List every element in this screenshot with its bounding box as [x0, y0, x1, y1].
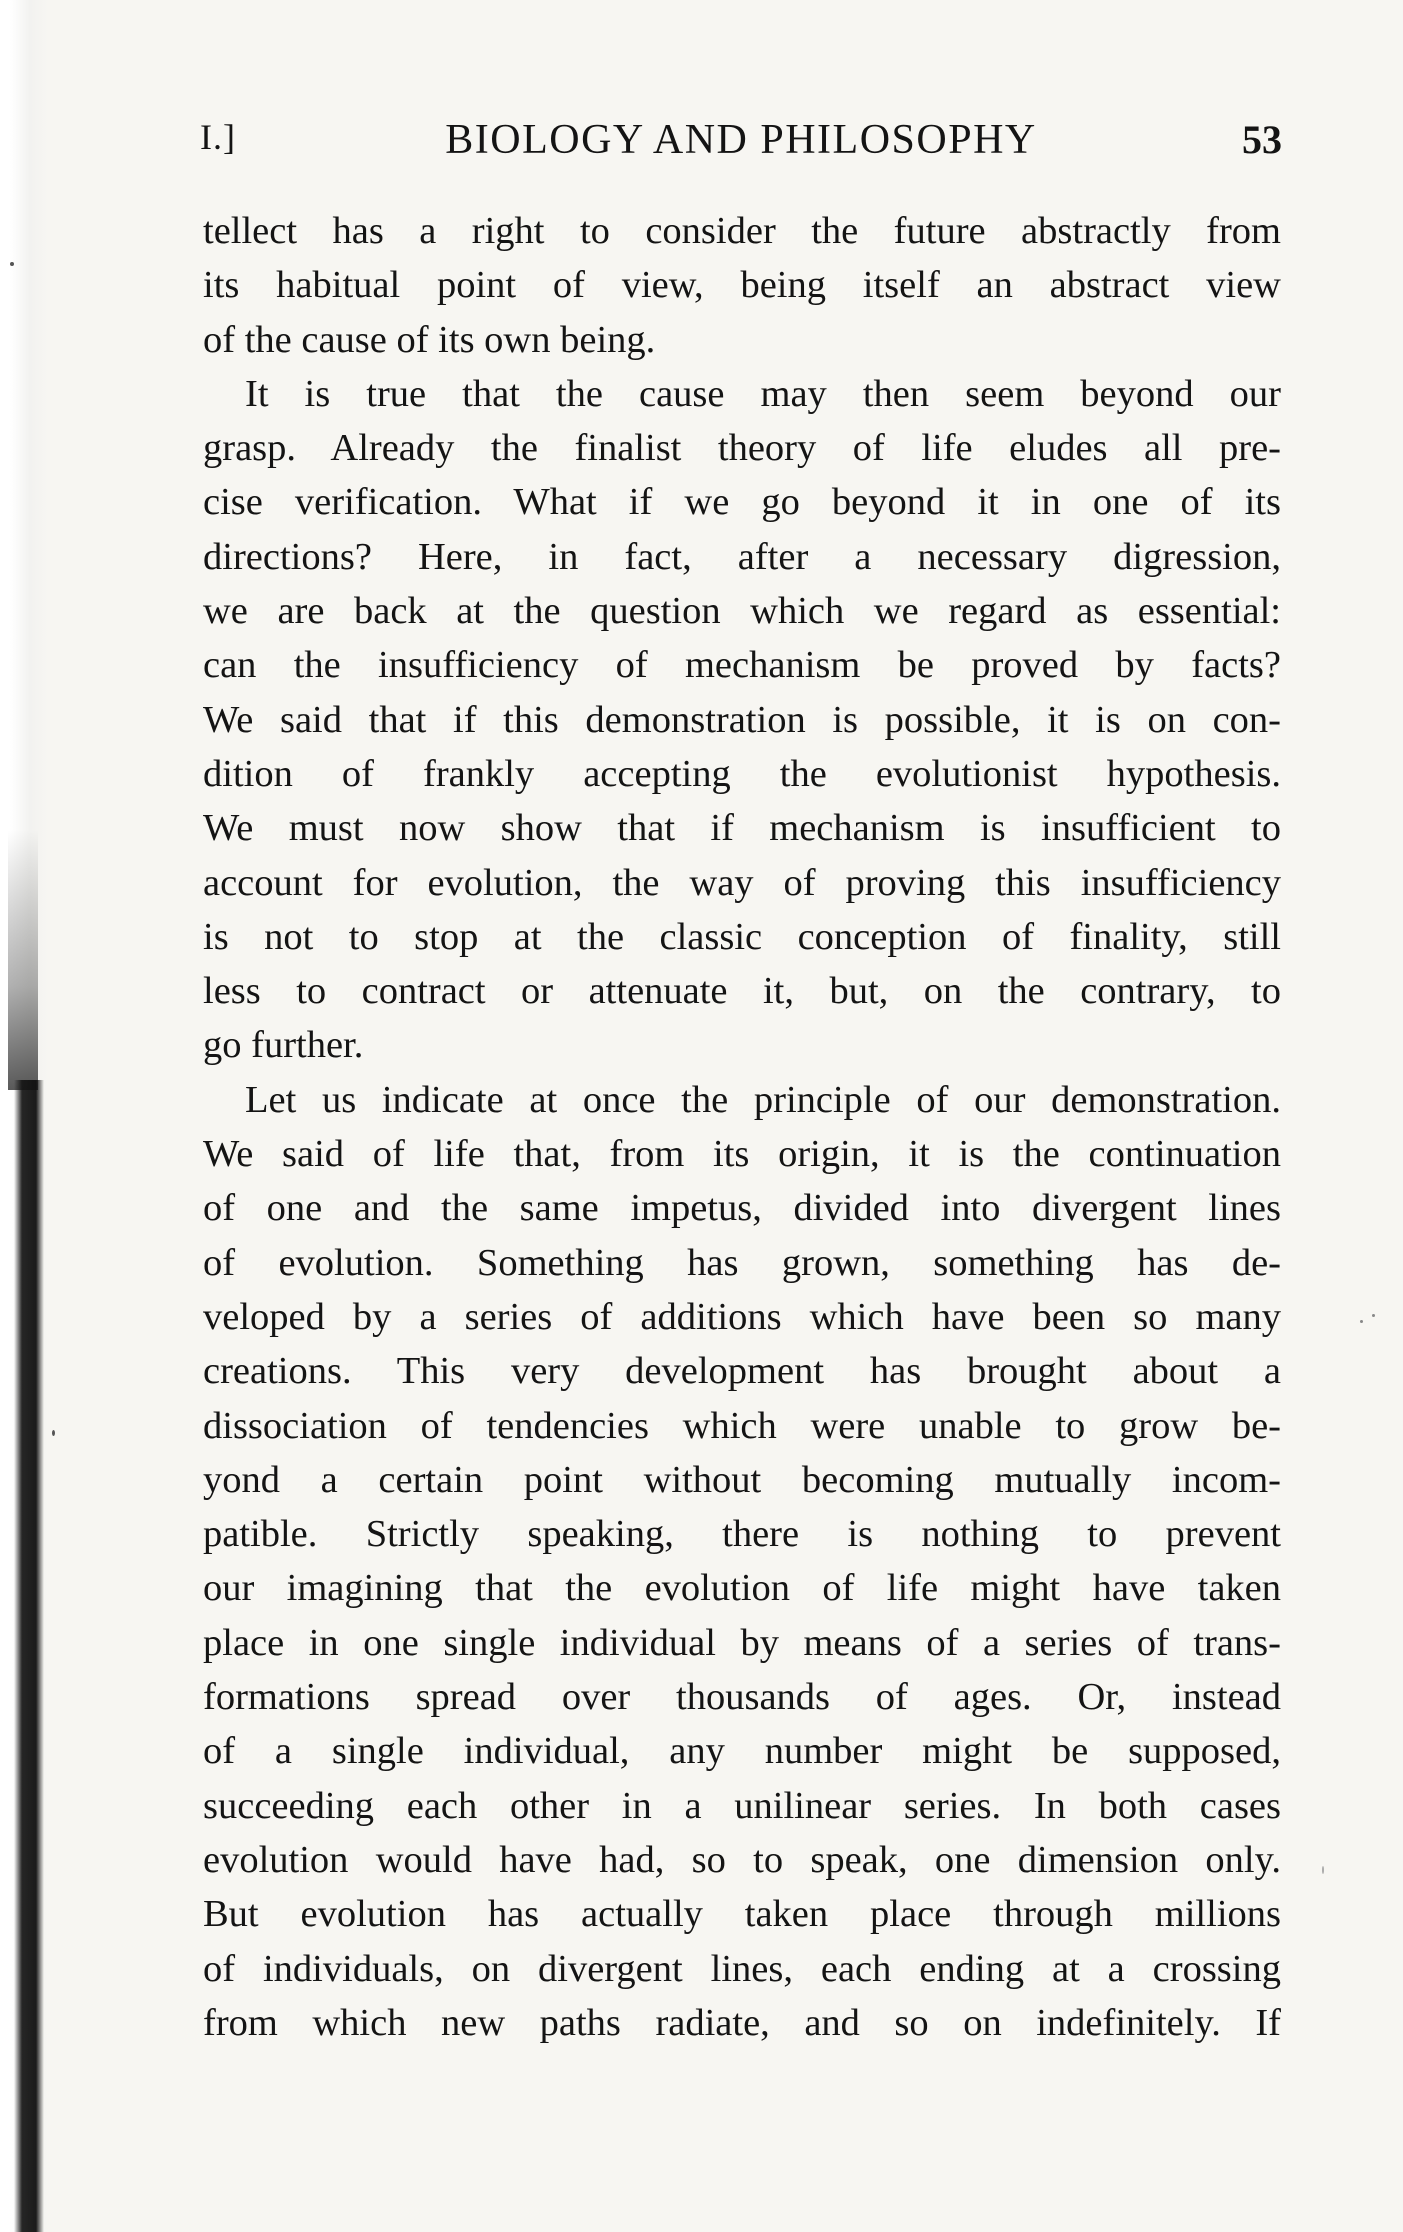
text-line: of evolution. Something has grown, something has de-	[203, 1241, 1281, 1284]
text-line: can the insufficiency of mechanism be proved by facts?	[203, 644, 1281, 687]
text-line: account for evolution, the way of proving this insufficiency	[203, 861, 1281, 904]
text-line: We said of life that, from its origin, it is the continuation	[203, 1133, 1281, 1176]
scan-speck	[10, 262, 14, 266]
text-line: of the cause of its own being.	[203, 318, 656, 361]
text-line: tellect has a right to consider the future abstractly from	[203, 210, 1281, 252]
scan-speck	[52, 1430, 55, 1436]
running-title: BIOLOGY AND PHILOSOPHY	[445, 117, 1037, 163]
text-line: yond a certain point without becoming mutually incom-	[203, 1458, 1281, 1501]
text-line: of individuals, on divergent lines, each ending at a crossing	[203, 1947, 1281, 1990]
text-line: patible. Strictly speaking, there is nothing to prevent	[203, 1513, 1281, 1556]
running-header	[200, 116, 1282, 176]
text-line: evolution would have had, so to speak, one dimension only.	[203, 1838, 1281, 1881]
text-line: creations. This very development has brought about a	[203, 1350, 1281, 1393]
body-text	[203, 204, 1281, 2050]
text-line: go further.	[203, 1024, 364, 1067]
binding-fade	[8, 830, 38, 1090]
text-line: veloped by a series of additions which have been so many	[203, 1295, 1281, 1338]
text-line: But evolution has actually taken place through millions	[203, 1893, 1281, 1936]
text-line: its habitual point of view, being itself an abstract view	[203, 264, 1281, 307]
scan-speck	[1360, 1320, 1363, 1323]
text-line: cise verification. What if we go beyond it in one of its	[203, 481, 1281, 524]
text-line: of one and the same impetus, divided into divergent lines	[203, 1187, 1281, 1230]
text-line: from which new paths radiate, and so on indefinitely. If	[203, 2001, 1281, 2044]
text-line: directions? Here, in fact, after a necessary digression,	[203, 535, 1281, 578]
text-line: dition of frankly accepting the evolutionist hypothesis.	[203, 752, 1281, 795]
text-line: formations spread over thousands of ages. Or, instead	[203, 1676, 1281, 1719]
scan-speck	[1322, 1866, 1324, 1874]
text-line: We said that if this demonstration is possible, it is on con-	[203, 698, 1281, 741]
text-line: It is true that the cause may then seem beyond our	[245, 372, 1281, 415]
scan-speck	[1372, 1314, 1375, 1317]
text-line: is not to stop at the classic conception of finality, still	[203, 915, 1281, 958]
text-line: succeeding each other in a unilinear series. In both cases	[203, 1784, 1281, 1827]
text-line: grasp. Already the finalist theory of life eludes all pre-	[203, 427, 1281, 470]
text-line: dissociation of tendencies which were unable to grow be-	[203, 1404, 1281, 1447]
text-line: place in one single individual by means of a series of trans-	[203, 1621, 1281, 1664]
page-number: 53	[1242, 117, 1282, 162]
text-line: Let us indicate at once the principle of our demonstration.	[245, 1078, 1281, 1121]
text-line: less to contract or attenuate it, but, on the contrary, to	[203, 970, 1281, 1013]
text-line: We must now show that if mechanism is insufficient to	[203, 807, 1281, 850]
text-line: of a single individual, any number might be supposed,	[203, 1730, 1281, 1773]
text-line: our imagining that the evolution of life might have taken	[203, 1567, 1281, 1610]
section-marker: I.]	[200, 117, 236, 157]
binding-shadow	[14, 1080, 44, 2232]
text-line: we are back at the question which we regard as essential:	[203, 590, 1281, 633]
